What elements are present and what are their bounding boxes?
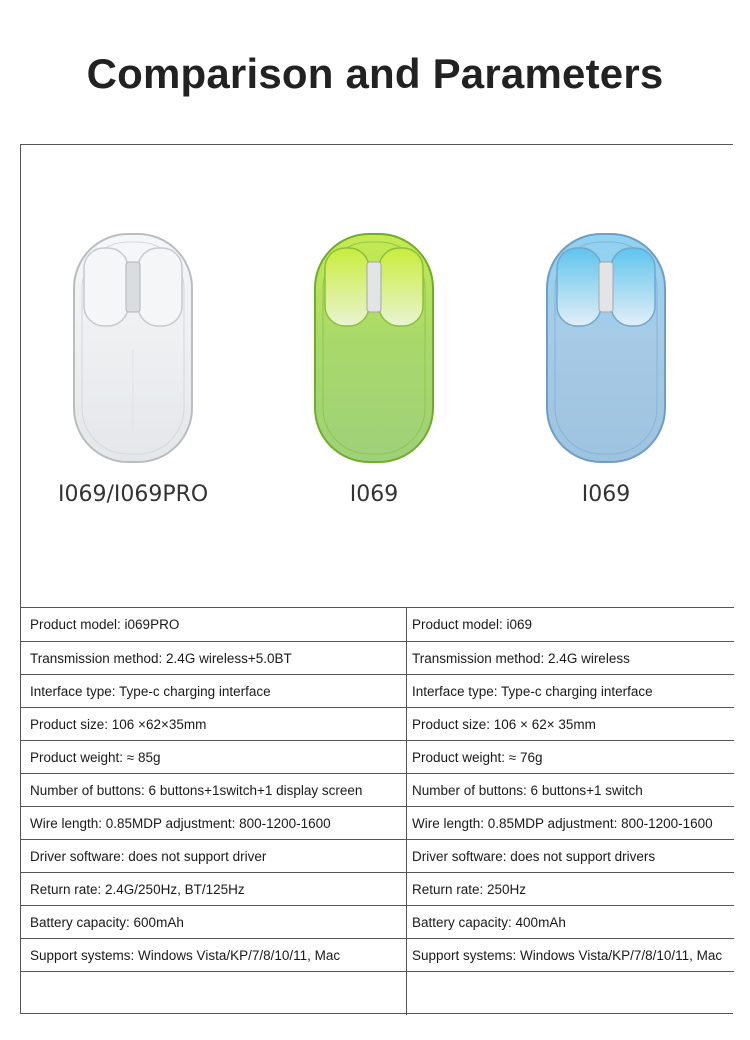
param-right: Driver software: does not support drivers (412, 848, 656, 864)
mouse-green-image (311, 230, 437, 466)
param-left: Transmission method: 2.4G wireless+5.0BT (30, 650, 292, 666)
param-left: Number of buttons: 6 buttons+1switch+1 display screen (30, 782, 363, 798)
table-row (21, 872, 734, 905)
param-left (30, 972, 400, 1009)
mouse-white-image (70, 230, 196, 466)
param-left: Product weight: ≈ 85g (30, 749, 161, 765)
param-left: Product model: i069PRO (30, 617, 180, 632)
param-left: Product size: 106 ×62×35mm (30, 716, 207, 732)
table-row (21, 607, 734, 641)
product-blue (531, 230, 681, 507)
param-right: Support systems: Windows Vista/KP/7/8/10/11, Mac (412, 947, 723, 963)
param-right: Product weight: ≈ 76g (412, 749, 543, 765)
param-left: Return rate: 2.4G/250Hz, BT/125Hz (30, 881, 245, 897)
table-row (21, 740, 734, 773)
param-left: Wire length: 0.85MDP adjustment: 800-1200-1600 (30, 815, 331, 831)
table-row (21, 806, 734, 839)
table-row (21, 839, 734, 872)
product-label-1: I069/I069PRO (58, 482, 209, 507)
param-right: Battery capacity: 400mAh (412, 914, 566, 930)
param-right: Interface type: Type-c charging interface (412, 683, 653, 699)
table-row (21, 971, 734, 1009)
table-row (21, 707, 734, 740)
param-right: Wire length: 0.85MDP adjustment: 800-1200-1600 (412, 815, 713, 831)
param-right: Transmission method: 2.4G wireless (412, 650, 630, 666)
table-row (21, 674, 734, 707)
table-row (21, 773, 734, 806)
param-right: Product model: i069 (412, 617, 533, 632)
param-left: Battery capacity: 600mAh (30, 914, 184, 930)
param-right: Return rate: 250Hz (412, 881, 527, 897)
param-left: Driver software: does not support driver (30, 848, 267, 864)
comparison-frame (20, 144, 733, 1014)
product-white (58, 230, 208, 507)
param-left: Interface type: Type-c charging interface (30, 683, 271, 699)
param-right: Product size: 106 × 62× 35mm (412, 716, 596, 732)
product-label-2: I069 (349, 482, 399, 507)
page-title: Comparison and Parameters (86, 50, 664, 97)
param-right (412, 972, 734, 1009)
product-green (299, 230, 449, 507)
table-row (21, 938, 734, 971)
product-label-3: I069 (581, 482, 631, 507)
parameters-table (21, 607, 734, 1009)
table-row (21, 905, 734, 938)
mouse-blue-image (543, 230, 669, 466)
param-right: Number of buttons: 6 buttons+1 switch (412, 782, 643, 798)
param-left: Support systems: Windows Vista/KP/7/8/10/11, Mac (30, 947, 341, 963)
table-row (21, 641, 734, 674)
